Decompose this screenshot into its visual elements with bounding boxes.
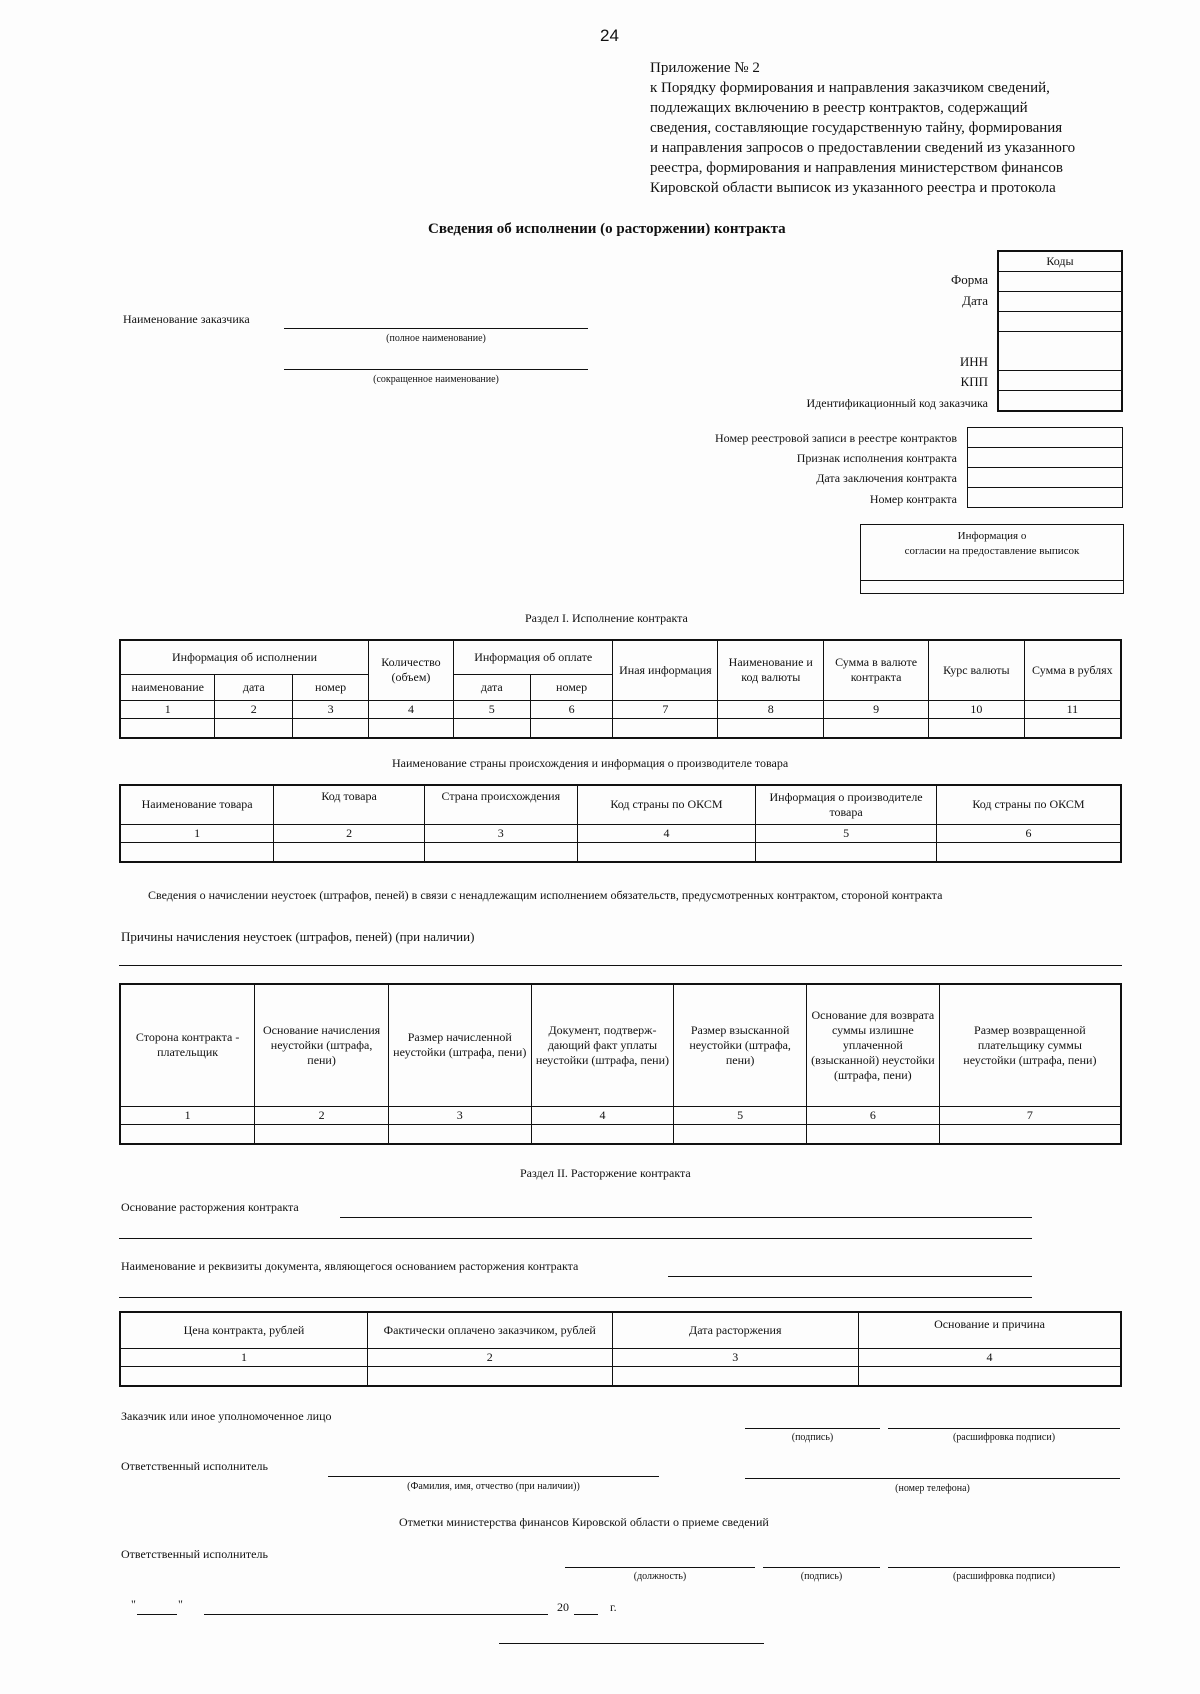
column-number: 11: [1024, 700, 1121, 718]
table-cell[interactable]: [369, 718, 454, 738]
header-pay-info: Информация об оплате: [453, 640, 613, 674]
table-cell[interactable]: [939, 1124, 1121, 1144]
code-cell-forma[interactable]: [998, 272, 1122, 292]
table-cell[interactable]: [577, 842, 756, 862]
header-exec-info: Информация об исполнении: [120, 640, 369, 674]
table-cell[interactable]: [120, 1366, 367, 1386]
ministry-title: Отметки министерства финансов Кировской области о приеме сведений: [399, 1515, 769, 1529]
column-number: 5: [756, 824, 937, 842]
column-number: 3: [612, 1348, 859, 1366]
termination-table: [119, 1311, 1122, 1387]
origin-title: Наименование страны происхождения и информация о производителе товара: [392, 756, 789, 770]
termination-header: Цена контракта, рублей: [120, 1312, 367, 1348]
position-line[interactable]: [565, 1567, 755, 1568]
penalties-reasons: Причины начисления неустоек (штрафов, пеней) (при наличии): [121, 929, 475, 944]
column-number: 2: [255, 1106, 389, 1124]
column-number: 4: [577, 824, 756, 842]
termination-basis-line[interactable]: [340, 1217, 1032, 1218]
column-number: 3: [424, 824, 577, 842]
origin-header: Код товара: [274, 785, 425, 824]
document-title: Сведения об исполнении (о расторжении) контракта: [428, 221, 786, 237]
customer-decode-line[interactable]: [888, 1428, 1120, 1429]
label-data: Дата: [962, 293, 988, 308]
consent-divider: [861, 580, 1123, 581]
codes-header: Коды: [998, 251, 1122, 272]
penalty-header: Основание для возврата суммы излишне уплаченной (взысканной) неустойки (штрафа, пени): [806, 984, 939, 1106]
table-cell[interactable]: [859, 1366, 1121, 1386]
table-cell[interactable]: [388, 1124, 531, 1144]
penalty-header: Размер возвращенной плательщику суммы неустойки (штрафа, пени): [939, 984, 1121, 1106]
table-cell[interactable]: [453, 718, 530, 738]
table-cell[interactable]: [530, 718, 613, 738]
table-cell[interactable]: [531, 1124, 674, 1144]
subheader-number: номер: [293, 674, 369, 700]
table-cell[interactable]: [120, 718, 215, 738]
column-number: 6: [530, 700, 613, 718]
consent-line2: согласии на предоставление выписок: [904, 545, 1080, 557]
header-sum-rub: Сумма в рублях: [1024, 640, 1121, 700]
header-rate: Курс валюты: [928, 640, 1024, 700]
penalty-header: Документ, подтверж- дающий факт уплаты неустойки (штрафа, пени): [531, 984, 674, 1106]
appendix-block: [650, 58, 1075, 198]
caption-decode: (расшифровка подписи): [952, 1432, 1056, 1443]
column-number: 1: [120, 1348, 367, 1366]
date-year-prefix: 20: [557, 1600, 569, 1614]
column-number: 1: [120, 700, 215, 718]
appendix-line: и направления запросов о предоставлении сведений из указанного: [650, 140, 1076, 156]
reasons-line[interactable]: [119, 965, 1122, 966]
signature2-line[interactable]: [763, 1567, 880, 1568]
consent-line1: Информация о: [957, 530, 1027, 542]
column-number: 5: [453, 700, 530, 718]
registry-cell[interactable]: [968, 448, 1123, 468]
caption-fio: (Фамилия, имя, отчество (при наличии)): [407, 1481, 580, 1492]
customer-signature-line[interactable]: [745, 1428, 880, 1429]
termination-doc-line[interactable]: [668, 1276, 1032, 1277]
termination-header: Основание и причина: [859, 1312, 1121, 1348]
header-other: Иная информация: [613, 640, 718, 700]
table-cell[interactable]: [718, 718, 824, 738]
column-number: 7: [939, 1106, 1121, 1124]
table-cell[interactable]: [293, 718, 369, 738]
termination-header: Дата расторжения: [612, 1312, 859, 1348]
table-cell[interactable]: [274, 842, 425, 862]
label-contract-number: Номер контракта: [869, 492, 957, 506]
origin-header: Код страны по ОКСМ: [936, 785, 1121, 824]
label-reg-number: Номер реестровой записи в реестре контрактов: [715, 431, 957, 445]
subheader-date: дата: [215, 674, 293, 700]
penalties-table: [119, 983, 1122, 1145]
appendix-line: сведения, составляющие государственную тайну, формирования: [650, 120, 1063, 136]
column-number: 9: [824, 700, 929, 718]
caption-phone: (номер телефона): [895, 1483, 970, 1494]
termination-basis-label: Основание расторжения контракта: [121, 1200, 299, 1214]
section1-title: Раздел I. Исполнение контракта: [525, 611, 688, 625]
table-cell[interactable]: [613, 718, 718, 738]
consent-box: [860, 524, 1124, 594]
appendix-line: подлежащих включению в реестр контрактов, содержащий: [650, 100, 1028, 116]
origin-header: Страна происхождения: [424, 785, 577, 824]
table-cell[interactable]: [824, 718, 929, 738]
table-cell[interactable]: [367, 1366, 612, 1386]
date-month-line[interactable]: [204, 1614, 548, 1615]
responsible-fio-line[interactable]: [328, 1476, 659, 1477]
appendix-line: Кировской области выписок из указанного реестра и протокола: [650, 180, 1056, 196]
caption-signature2: (подпись): [800, 1571, 843, 1582]
table-cell[interactable]: [936, 842, 1121, 862]
termination-doc-label: Наименование и реквизиты документа, являющегося основанием расторжения контракта: [121, 1259, 579, 1273]
termination-doc-line-2[interactable]: [119, 1297, 1032, 1298]
label-id-code: Идентификационный код заказчика: [806, 396, 988, 410]
origin-header: Информация о производителе товара: [756, 785, 937, 824]
date-quote-open: ": [131, 1597, 136, 1611]
column-number: 3: [388, 1106, 531, 1124]
date-day-line[interactable]: [137, 1614, 177, 1615]
label-customer-name: Наименование заказчика: [123, 312, 250, 326]
origin-header: Код страны по ОКСМ: [577, 785, 756, 824]
registry-table: [967, 427, 1123, 508]
table-cell[interactable]: [806, 1124, 939, 1144]
appendix-line: реестра, формирования и направления министерством финансов: [650, 160, 1063, 176]
table-cell[interactable]: [120, 842, 274, 862]
column-number: 2: [215, 700, 293, 718]
column-number: 2: [274, 824, 425, 842]
code-cell-kpp[interactable]: [998, 371, 1122, 391]
date-year-suffix: г.: [610, 1600, 617, 1614]
penalty-header: Размер начисленной неустойки (штрафа, пени): [388, 984, 531, 1106]
penalty-header: Размер взысканной неустойки (штрафа, пени): [674, 984, 807, 1106]
section1-table: [119, 639, 1122, 739]
subheader-pay-date: дата: [453, 674, 530, 700]
page-number: 24: [600, 26, 619, 45]
date-quote-close: ": [178, 1597, 183, 1611]
table-cell[interactable]: [120, 1124, 255, 1144]
column-number: 3: [293, 700, 369, 718]
column-number: 8: [718, 700, 824, 718]
table-cell[interactable]: [756, 842, 937, 862]
table-cell[interactable]: [424, 842, 577, 862]
subheader-pay-number: номер: [530, 674, 613, 700]
penalty-header: Основание начисления неустойки (штрафа, пени): [255, 984, 389, 1106]
caption-full-name: (полное наименование): [386, 333, 486, 344]
origin-table: [119, 784, 1122, 863]
column-number: 4: [859, 1348, 1121, 1366]
header-sum-currency: Сумма в валюте контракта: [824, 640, 929, 700]
termination-basis-line-2[interactable]: [119, 1238, 1032, 1239]
table-cell[interactable]: [928, 718, 1024, 738]
column-number: 1: [120, 824, 274, 842]
label-inn: ИНН: [959, 354, 988, 369]
table-cell[interactable]: [674, 1124, 807, 1144]
label-forma: Форма: [951, 272, 988, 287]
caption-short-name: (сокращенное наименование): [373, 374, 499, 385]
decode2-line[interactable]: [888, 1567, 1120, 1568]
column-number: 6: [936, 824, 1121, 842]
registry-cell[interactable]: [968, 468, 1123, 488]
column-number: 7: [613, 700, 718, 718]
column-number: 4: [531, 1106, 674, 1124]
column-number: 5: [674, 1106, 807, 1124]
registry-cell[interactable]: [968, 428, 1123, 448]
appendix-line: к Порядку формирования и направления заказчиком сведений,: [650, 80, 1050, 96]
code-cell-id[interactable]: [998, 391, 1122, 412]
caption-decode2: (расшифровка подписи): [952, 1571, 1056, 1582]
column-number: 6: [806, 1106, 939, 1124]
registry-cell[interactable]: [968, 488, 1123, 508]
customer-short-name-line[interactable]: [284, 369, 588, 370]
subheader-name: наименование: [120, 674, 215, 700]
responsible-label: Ответственный исполнитель: [121, 1459, 268, 1473]
column-number: 2: [367, 1348, 612, 1366]
customer-full-name-line[interactable]: [284, 328, 588, 329]
bottom-line: [499, 1643, 764, 1644]
caption-signature: (подпись): [791, 1432, 834, 1443]
column-number: 1: [120, 1106, 255, 1124]
label-exec-sign: Признак исполнения контракта: [796, 451, 957, 465]
column-number: 4: [369, 700, 454, 718]
origin-header: Наименование товара: [120, 785, 274, 824]
responsible2-label: Ответственный исполнитель: [121, 1547, 268, 1561]
customer-label: Заказчик или иное уполномоченное лицо: [121, 1409, 332, 1423]
label-kpp: КПП: [960, 374, 988, 389]
table-cell[interactable]: [1024, 718, 1121, 738]
header-currency: Наименование и код валюты: [718, 640, 824, 700]
table-cell[interactable]: [255, 1124, 389, 1144]
code-cell-blank[interactable]: [998, 312, 1122, 332]
phone-line[interactable]: [745, 1478, 1120, 1479]
termination-header: Фактически оплачено заказчиком, рублей: [367, 1312, 612, 1348]
label-conclusion-date: Дата заключения контракта: [816, 471, 957, 485]
penalties-title: Сведения о начислении неустоек (штрафов, пеней) в связи с ненадлежащим исполнением обязательств, предусмотренных контрактом, стороной контракта: [148, 888, 943, 902]
appendix-line: Приложение № 2: [650, 60, 760, 76]
header-quantity: Количество (объем): [369, 640, 454, 700]
section2-title: Раздел II. Расторжение контракта: [520, 1166, 691, 1180]
caption-position: (должность): [633, 1571, 687, 1582]
code-cell-inn[interactable]: [998, 332, 1122, 371]
codes-table: [997, 250, 1123, 412]
code-cell-data[interactable]: [998, 292, 1122, 312]
date-year-line[interactable]: [574, 1614, 598, 1615]
penalty-header: Сторона контракта - плательщик: [120, 984, 255, 1106]
table-cell[interactable]: [215, 718, 293, 738]
table-cell[interactable]: [612, 1366, 859, 1386]
column-number: 10: [928, 700, 1024, 718]
